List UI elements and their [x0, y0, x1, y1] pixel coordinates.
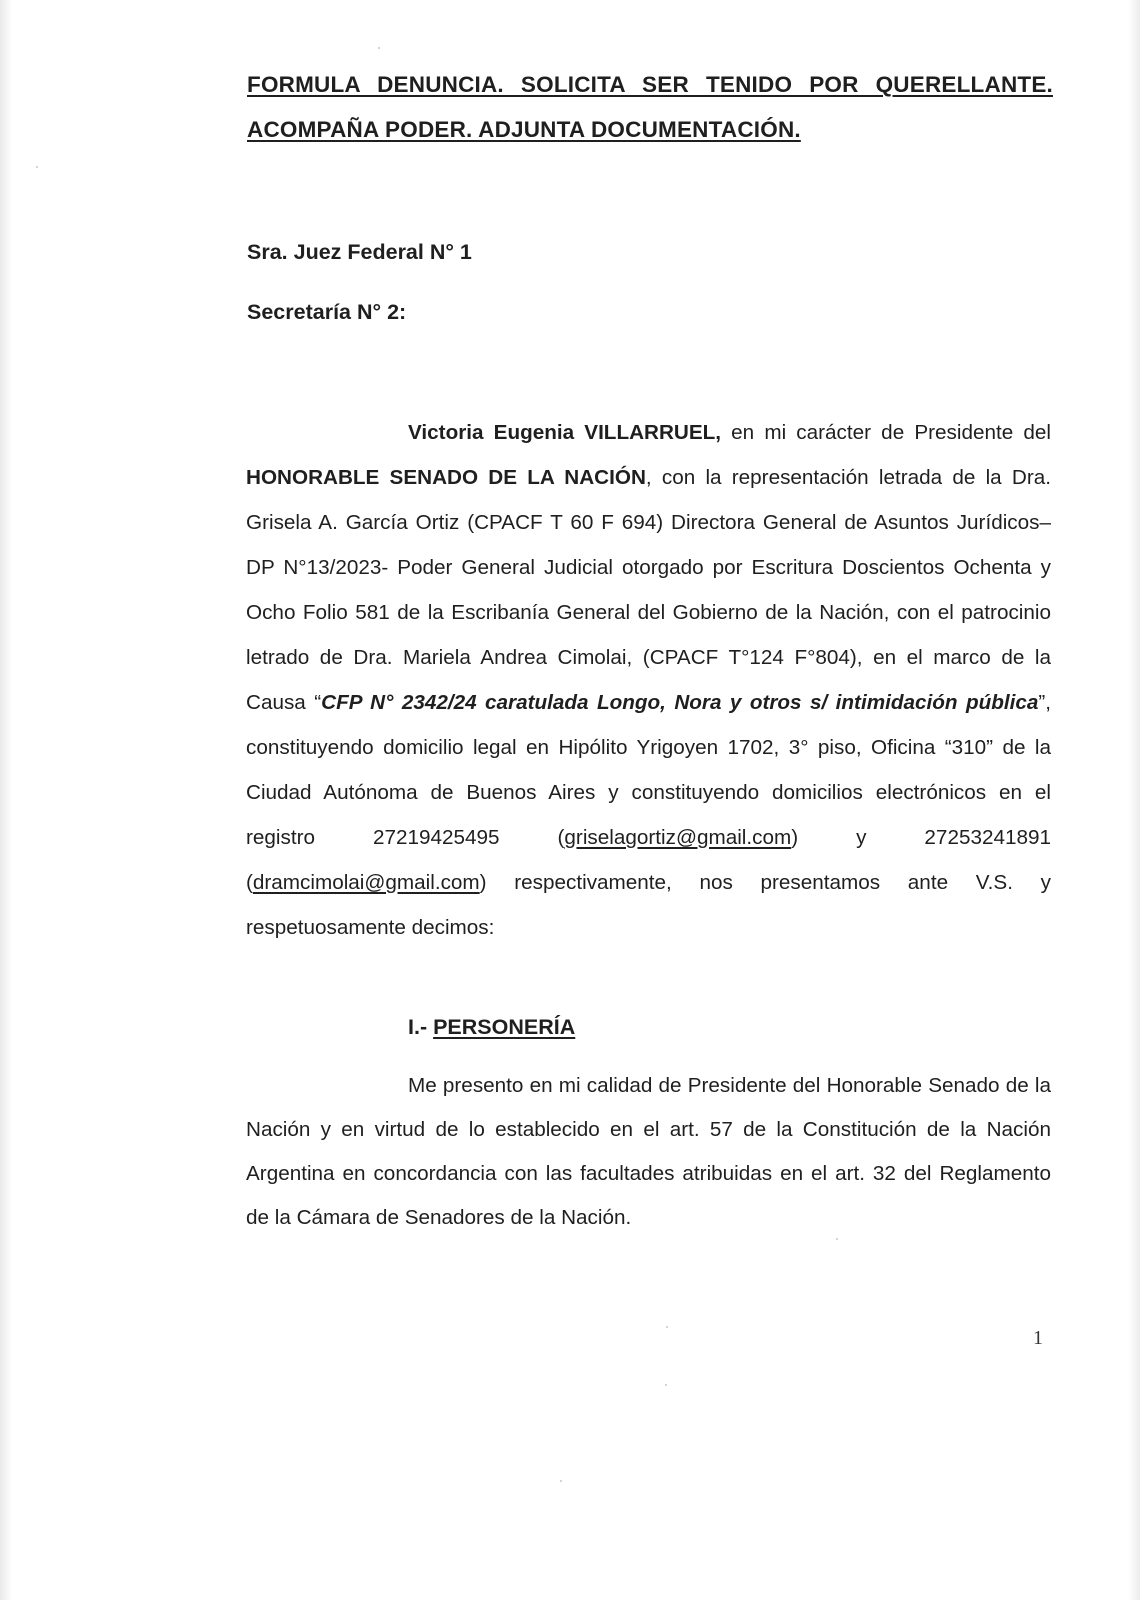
intro-paragraph	[246, 410, 1051, 950]
presenter-name: Victoria Eugenia VILLARRUEL,	[408, 421, 722, 444]
section-number: I.-	[408, 1015, 434, 1039]
personeria-text: Me presento en mi calidad de Presidente del Honorable Senado de la Nación y en virtud de lo establecido en el art. 57 de la Constitución de la Nación Argentina en concordancia con las facultades atribuidas en el art. 32 del Reglamento de la Cámara de Senadores de la Nación.	[246, 1074, 1051, 1229]
page-left-edge	[0, 0, 12, 1600]
document-heading-line-1: FORMULA DENUNCIA. SOLICITA SER TENIDO POR QUERELLANTE.	[247, 72, 1053, 97]
intro-text-3: ”, constituyendo domicilio legal en Hipólito Yrigoyen 1702, 3° piso, Oficina “310” de la Ciudad Autónoma de Buenos Aires y constituyendo domicilios electrónicos en el registro 27219425495 (	[246, 691, 1051, 849]
institution-name: HONORABLE SENADO DE LA NACIÓN	[246, 466, 646, 489]
scan-speck	[378, 47, 380, 49]
scan-speck	[666, 1326, 668, 1328]
page-right-edge	[1128, 0, 1140, 1600]
document-heading-line-2: ACOMPAÑA PODER. ADJUNTA DOCUMENTACIÓN.	[247, 117, 801, 142]
page-number: 1	[1033, 1327, 1043, 1349]
scan-speck	[665, 1384, 667, 1386]
scan-speck	[836, 1238, 838, 1240]
section-title-personeria	[408, 1015, 575, 1040]
addressee-secretariat: Secretaría N° 2:	[247, 300, 407, 324]
intro-text-5: ) respectivamente, nos presentamos ante V.S. y respetuosamente decimos:	[246, 871, 1051, 939]
intro-text-4: ) y 27253241891 (	[246, 826, 1051, 894]
email-link-1[interactable]: griselagortiz@gmail.com	[564, 826, 792, 849]
section-label: PERSONERÍA	[433, 1015, 576, 1039]
email-link-2[interactable]: dramcimolai@gmail.com	[252, 871, 480, 894]
case-reference: CFP N° 2342/24 caratulada Longo, Nora y otros s/ intimidación pública	[321, 691, 1039, 714]
addressee-judge: Sra. Juez Federal N° 1	[247, 240, 472, 264]
scan-speck	[560, 1480, 562, 1482]
intro-text-1: en mi carácter de Presidente del	[721, 421, 1051, 444]
scan-speck	[36, 166, 38, 168]
personeria-paragraph	[246, 1064, 1051, 1240]
intro-text-2: , con la representación letrada de la Dra. Grisela A. García Ortiz (CPACF T 60 F 694) Directora General de Asuntos Jurídicos– DP N°13/2023- Poder General Judicial otorgado por Escritura Doscientos Ochenta y Ocho Folio 581 de la Escribanía General del Gobierno de la Nación, con el patrocinio letrado de Dra. Mariela Andrea Cimolai, (CPACF T°124 F°804), en el marco de la Causa “	[246, 466, 1051, 714]
